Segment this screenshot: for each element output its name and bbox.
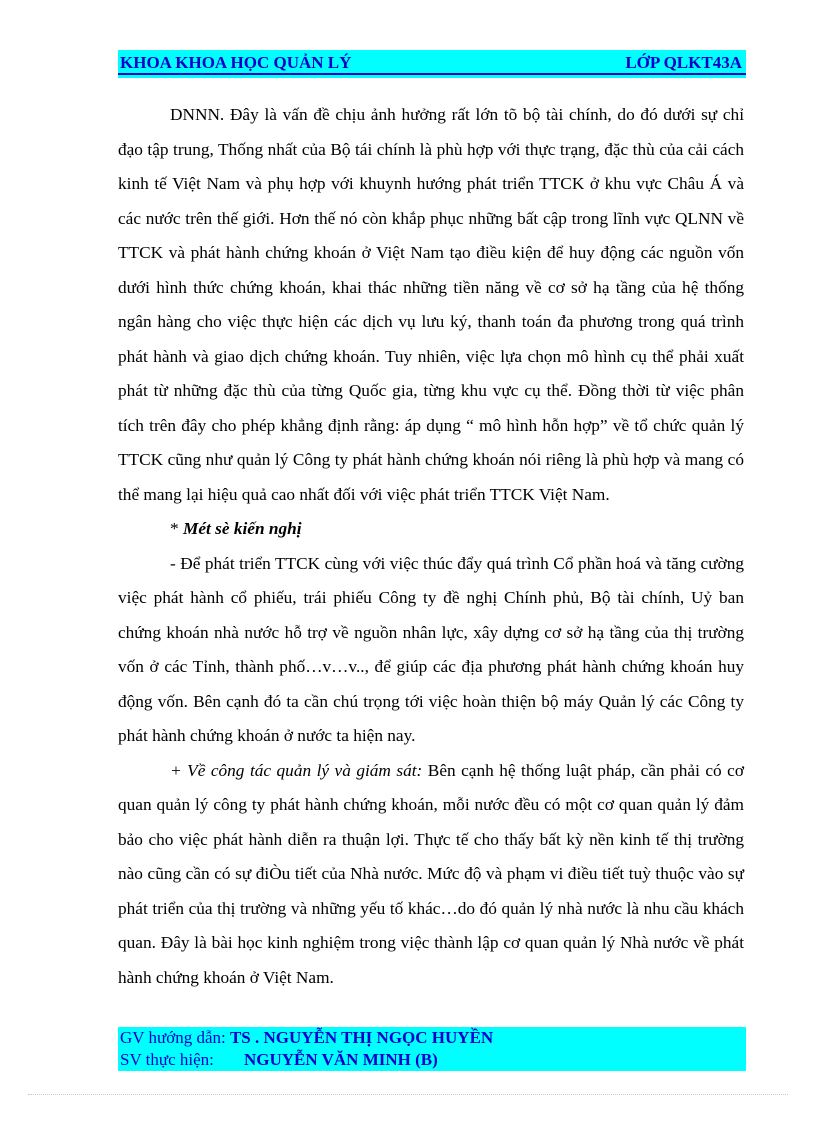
page-footer	[118, 1027, 746, 1071]
paragraph-3-lead: + Về công tác quản lý và giám sát:	[170, 760, 423, 780]
section-heading	[118, 512, 744, 547]
document-body	[118, 98, 744, 995]
paragraph-3	[118, 754, 744, 996]
header-class: LỚP QLKT43A	[625, 53, 742, 72]
page-header	[118, 50, 746, 78]
paragraph-1: DNNN. Đây là vấn đề chịu ảnh hưởng rất lớn tõ bộ tài chính, do đó dưới sự chỉ đạo tập trung, Thống nhất của Bộ tái chính là phù hợp với thực trạng, đặc thù của cải cách kinh tế Việt Nam và phụ hợp với khuynh hướng phát triển TTCK ở khu vực Châu Á và các nước trên thế giới. Hơn thế nó còn khắp phục những bất cập trong lĩnh vực QLNN về TTCK và phát hành chứng khoán ở Việt Nam tạo điều kiện để huy động các nguồn vốn dưới hình thức chứng khoán, khai thác những tiền năng về cơ sở hạ tầng của hệ thống ngân hàng cho việc thực hiện các dịch vụ lưu ký, thanh toán đa phương trong quá trình phát hành và giao dịch chứng khoán. Tuy nhiên, việc lựa chọn mô hình cụ thể phải xuất phát từ những đặc thù của từng Quốc gia, từng khu vực cụ thể. Đồng thời từ việc phân tích trên đây cho phép khẳng định rằng: áp dụng “ mô hình hỗn hợp” về tổ chức quản lý TTCK cũng như quản lý Công ty phát hành chứng khoán nói riêng là phù hợp và mang có thể mang lại hiệu quả cao nhất đối với việc phát triển TTCK Việt Nam.	[118, 105, 744, 504]
student-name: NGUYỄN VĂN MINH (B)	[244, 1050, 438, 1069]
paragraph-3-text: Bên cạnh hệ thống luật pháp, cần phải có cơ quan quản lý công ty phát hành chứng khoán, mỗi nước đều có một cơ quan quản lý đảm bảo cho việc phát hành diễn ra thuận lợi. Thực tế cho thấy bất kỳ nền kinh tế thị trường nào cũng cần có sự điÒu tiết của Nhà nước. Mức độ và phạm vi điều tiết tuỳ thuộc vào sự phát triển của thị trường và những yếu tố khác…do đó quản lý nhà nước là nhu cầu khách quan. Đây là bài học kinh nghiệm trong việc thành lập cơ quan quản lý Nhà nước về phát hành chứng khoán ở Việt Nam.	[118, 760, 744, 987]
heading-text: Mét sè kiến nghị	[182, 519, 302, 538]
heading-bullet: *	[170, 519, 183, 538]
student-label: SV thực hiện:	[120, 1050, 214, 1069]
page-bottom-divider	[28, 1094, 788, 1095]
header-underline	[118, 73, 746, 75]
footer-student	[120, 1049, 438, 1071]
footer-advisor	[120, 1027, 493, 1049]
advisor-label: GV hướng dẫn:	[120, 1028, 230, 1047]
header-faculty: KHOA KHOA HỌC QUẢN LÝ	[120, 53, 352, 72]
advisor-name: TS . NGUYỄN THỊ NGỌC HUYỀN	[229, 1028, 494, 1047]
paragraph-2: - Để phát triển TTCK cùng với việc thúc đẩy quá trình Cổ phần hoá và tăng cường việc phát hành cổ phiếu, trái phiếu Công ty đề nghị Chính phủ, Bộ tài chính, Uỷ ban chứng khoán nhà nước hỗ trợ về nguồn nhân lực, xây dựng cơ sở hạ tầng của thị trường vốn ở các Tỉnh, thành phố…v…v.., để giúp các địa phương phát hành chứng khoán huy động vốn. Bên cạnh đó ta cần chú trọng tới việc hoàn thiện bộ máy Quản lý các Công ty phát hành chứng khoán ở nước ta hiện nay.	[118, 553, 744, 745]
